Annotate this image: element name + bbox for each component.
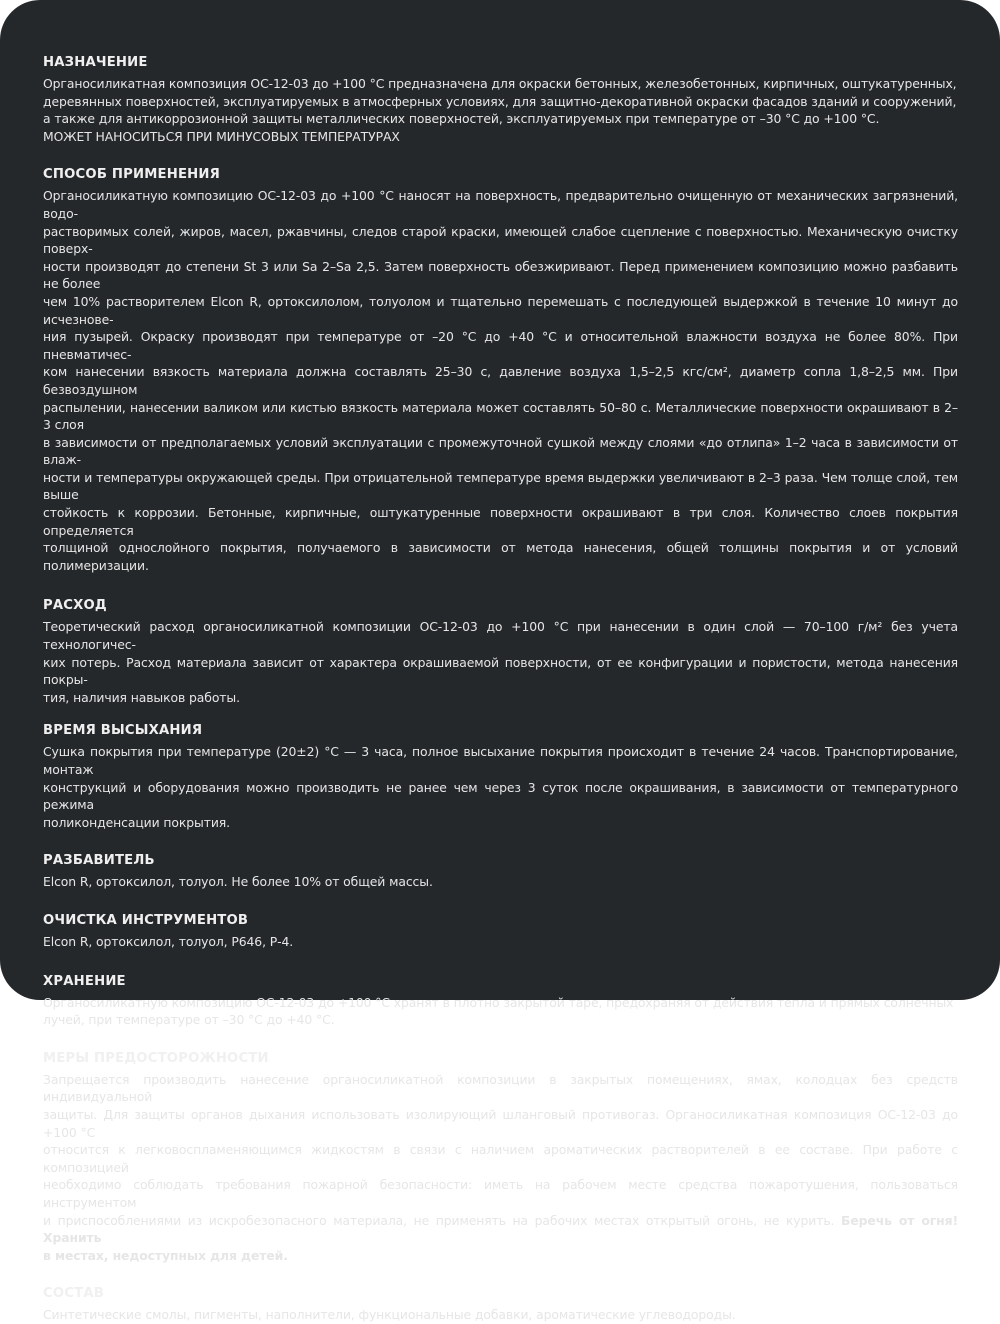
section-heading: РАСХОД <box>43 598 107 614</box>
section-consumption <box>43 597 958 706</box>
section-tool-cleaning <box>43 912 958 951</box>
section-text: Elcon R, ортоксилол, толуол. Не более 10% от общей массы. <box>43 874 433 890</box>
section-composition <box>43 1285 958 1324</box>
section-heading: МЕРЫ ПРЕДОСТОРОЖНОСТИ <box>43 1050 269 1066</box>
section-thinner <box>43 852 958 891</box>
section-heading: СПОСОБ ПРИМЕНЕНИЯ <box>43 167 221 183</box>
section-text: Органосиликатная композиция ОС-12-03 до +100 °С предназначена для окраски бетонных, железобетонных, кирпичных, оштукатуренных, деревянных поверхностей, эксплуатируемых в атмосферных условиях, для защитно-декоративной окраски фасадов зданий и сооружений, а также для антикоррозионной защиты металлических поверхностей, эксплуатируемых при температуре от –30 °С до +100 °С. МОЖЕТ НАНОСИТЬСЯ ПРИ МИНУСОВЫХ ТЕМПЕРАТУРАХ <box>43 76 957 144</box>
section-heading: ОЧИСТКА ИНСТРУМЕНТОВ <box>43 912 249 928</box>
section-text: Elcon R, ортоксилол, толуол, Р646, Р-4. <box>43 933 294 949</box>
section-purpose <box>43 54 958 145</box>
section-heading: ВРЕМЯ ВЫСЫХАНИЯ <box>43 723 203 739</box>
section-storage <box>43 973 958 1029</box>
section-heading: СОСТАВ <box>43 1286 105 1302</box>
section-heading: РАЗБАВИТЕЛЬ <box>43 853 155 869</box>
section-text: Органосиликатную композицию ОС-12-03 до +100 °С наносят на поверхность, предварительно очищенную от механических загрязнений, водо- растворимых солей, жиров, масел, ржавчины, следов старой краски, имеющей слабое сцепление с поверхностью. Механическую очистку поверх- ности производят до степени St 3 или Sa 2–Sa 2,5. Затем поверхность обезжиривают. Перед применением композицию можно разбавить не более чем 10% растворителем Elcon R, ортоксилолом, толуолом и тщательно перемешать с последующей выдержкой в течение 10 минут до исчезнове- ния пузырей. Окраску производят при температуре от –20 °С до +40 °С и относительной влажности воздуха не более 80%. При пневматичес- ком нанесении вязкость материала должна составлять 25–30 с, давление воздуха 1,5–2,5 кгс/см², диаметр сопла 1,8–2,5 мм. При безвоздушном распылении, нанесении валиком или кистью вязкость материала может составлять 50–80 с. Металлические поверхности окрашивают в 2–3 слоя в зависимости от предполагаемых условий эксплуатации с промежуточной сушкой между слоями «до отлипа» 1–2 часа в зависимости от влаж- ности и температуры окружающей среды. При отрицательной температуре время выдержки увеличивают в 2–3 раза. Чем толще слой, тем выше стойкость к коррозии. Бетонные, кирпичные, оштукатуренные поверхности окрашивают в три слоя. Количество слоев покрытия определяется толщиной однослойного покрытия, получаемого в зависимости от метода нанесения, общей толщины покрытия и от условий полимеризации. <box>43 188 958 573</box>
section-text: Запрещается производить нанесение органосиликатной композиции в закрытых помещениях, ямах, колодцах без средств индивидуальной защиты. Для защиты органов дыхания использовать изолирующий шланговый противогаз. Органосиликатная композиция ОС-12-03 до +100 °С относится к легковоспламеняющимся жидкостям в связи с наличием ароматических растворителей в ее составе. При работе с композицией необходимо соблюдать требования пожарной безопасности: иметь на рабочем месте средства пожаротушения, пользоваться инструментом и приспособлениями из искробезопасного материала, не применять на рабочих местах открытый огонь, не курить. Беречь от огня! Хранить в местах, недоступных для детей. <box>43 1071 958 1263</box>
children-warning: в местах, недоступных для детей. <box>43 1247 288 1263</box>
section-text: Сушка покрытия при температуре (20±2) °С — 3 часа, полное высыхание покрытия происходит в течение 24 часов. Транспортирование, монтаж конструкций и оборудования можно производить не ранее чем через 3 суток после окрашивания, в зависимости от температурного режима поликонденсации покрытия. <box>43 744 958 830</box>
fire-warning: Беречь от огня! Хранить <box>43 1212 958 1246</box>
section-application-method <box>43 166 958 574</box>
section-drying-time <box>43 722 958 831</box>
section-precautions <box>43 1050 958 1265</box>
section-heading: НАЗНАЧЕНИЕ <box>43 55 148 70</box>
section-text: Органосиликатную композицию ОС-12-03 до +100 °С хранят в плотно закрытой таре, предохраняя от действия тепла и прямых солнечных лучей, при температуре от –30 °С до +40 °С. <box>43 994 954 1028</box>
section-text: Синтетические смолы, пигменты, наполнители, функциональные добавки, ароматические углеводороды. <box>43 1307 736 1323</box>
section-heading: ХРАНЕНИЕ <box>43 973 126 989</box>
section-text: Теоретический расход органосиликатной композиции ОС-12-03 до +100 °С при нанесении в один слой — 70–100 г/м² без учета технологичес- ких потерь. Расход материала зависит от характера окрашиваемой поверхности, от ее конфигурации и пористости, метода нанесения покры- тия, наличия навыков работы. <box>43 619 958 705</box>
